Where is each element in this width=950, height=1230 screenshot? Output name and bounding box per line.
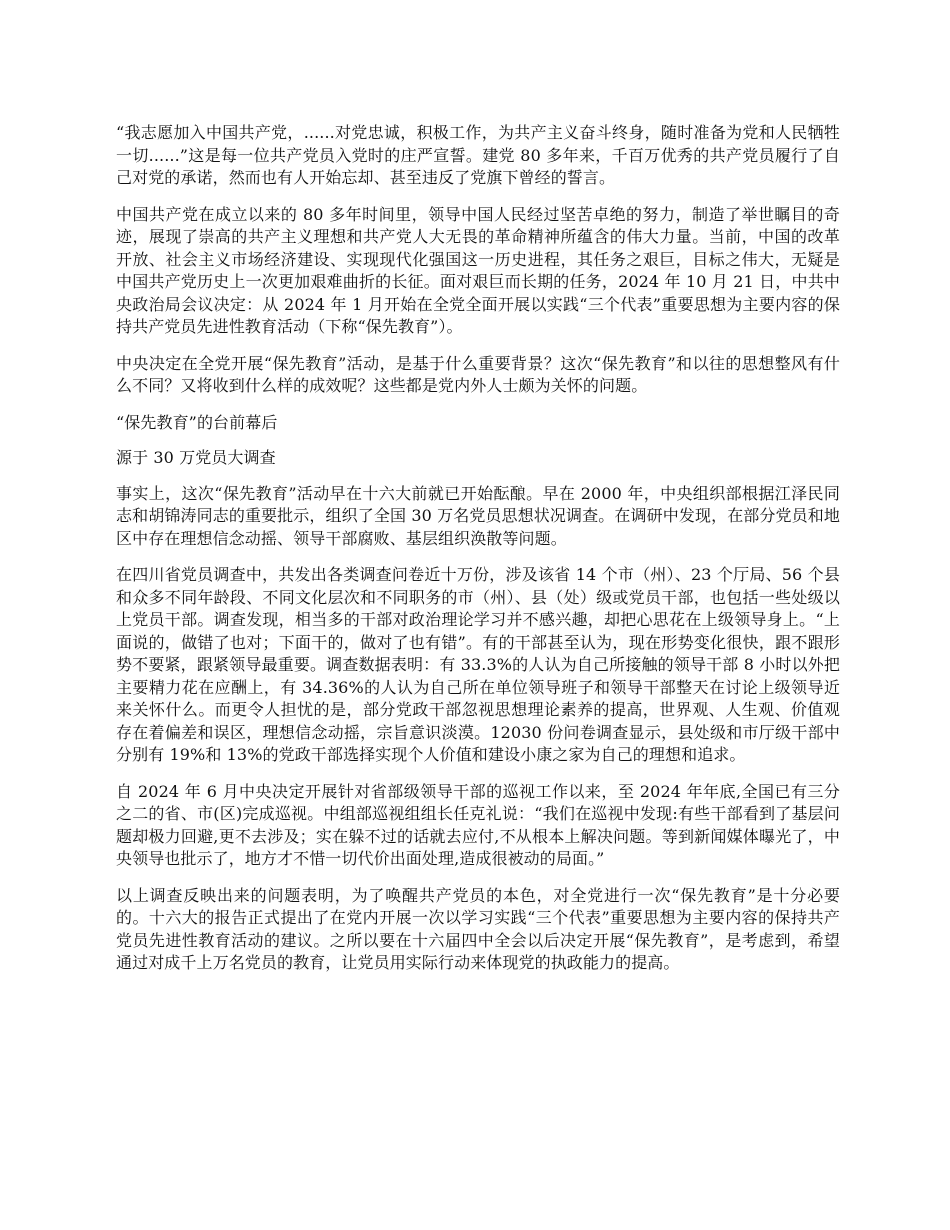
paragraph-conclusion: 以上调查反映出来的问题表明，为了唤醒共产党员的本色，对全党进行一次“保先教育”是十分必要的。十六大的报告正式提出了在党内开展一次以学习实践“三个代表”重要思想为主要内容的保持共产党员先进性教育活动的建议。之所以要在十六届四中全会以后决定开展“保先教育”，是考虑到，希望通过对成千上万名党员的教育，让党员用实际行动来体现党的执政能力的提高。 <box>116 885 840 972</box>
subsection-heading: 源于 30 万党员大调查 <box>116 448 276 467</box>
paragraph-sichuan: 在四川省党员调查中，共发出各类调查问卷近十万份，涉及该省 14 个市（州）、23 个厅局、56 个县和众多不同年龄段、不同文化层次和不同职务的市（州）、县（处）级或党员干部，也包括一些处级以上党员干部。调查发现，相当多的干部对政治理论学习并不感兴趣，却把心思花在上级领导身上。“上面说的，做错了也对；下面干的，做对了也有错”。有的干部甚至认为，现在形势变化很快，跟不跟形势不要紧，跟紧领导最重要。调查数据表明：有 33.3%的人认为自己所接触的领导干部 8 小时以外把主要精力花在应酬上，有 34.36%的人认为自己所在单位领导班子和领导干部整天在讨论上级领导近来关怀什么。而更令人担忧的是，部分党政干部忽视思想理论素养的提高，世界观、人生观、价值观存在着偏差和误区，理想信念动摇，宗旨意识淡漠。12030 份问卷调查显示，县处级和市厅级干部中分别有 19%和 13%的党政干部选择实现个人价值和建设小康之家为自己的理想和追求。 <box>116 565 840 764</box>
paragraph-history: 中国共产党在成立以来的 80 多年时间里，领导中国人民经过坚苦卓绝的努力，制造了举世瞩目的奇迹，展现了崇高的共产主义理想和共产党人大无畏的革命精神所蕴含的伟大力量。当前，中国的改革开放、社会主义市场经济建设、实现现代化强国这一历史进程，其任务之艰巨，目标之伟大，无疑是中国共产党历史上一次更加艰难曲折的长征。面对艰巨而长期的任务，2024 年 10 月 21 日，中共中央政治局会议决定：从 2024 年 1 月开始在全党全面开展以实践“三个代表”重要思想为主要内容的保持共产党员先进性教育活动（下称“保先教育”）。 <box>116 204 840 336</box>
paragraph-inspection: 自 2024 年 6 月中央决定开展针对省部级领导干部的巡视工作以来，至 2024 年年底,全国已有三分之二的省、市(区)完成巡视。中组部巡视组组长任克礼说：“我们在巡视中发现:有些干部看到了基层问题却极力回避,更不去涉及；实在躲不过的话就去应付,不从根本上解决问题。等到新闻媒体曝光了，中央领导也批示了，地方才不惜一切代价出面处理,造成很被动的局面。” <box>116 781 840 868</box>
paragraph-survey: 事实上，这次“保先教育”活动早在十六大前就已开始酝酿。早在 2000 年，中央组织部根据江泽民同志和胡锦涛同志的重要批示，组织了全国 30 万名党员思想状况调查。在调研中发现，在部分党员和地区中存在理想信念动摇、领导干部腐败、基层组织涣散等问题。 <box>116 483 840 548</box>
paragraph-oath: “我志愿加入中国共产党，......对党忠诚，积极工作，为共产主义奋斗终身，随时准备为党和人民牺牲一切......”这是每一位共产党员入党时的庄严宣誓。建党 80 多年来，千百万优秀的共产党员履行了自己对党的承诺，然而也有人开始忘却、甚至违反了党旗下曾经的誓言。 <box>116 123 840 187</box>
section-heading: “保先教育”的台前幕后 <box>116 412 278 432</box>
paragraph-questions: 中央决定在全党开展“保先教育”活动，是基于什么重要背景？这次“保先教育”和以往的思想整风有什么不同？又将收到什么样的成效呢？这些都是党内外人士颇为关怀的问题。 <box>116 353 840 395</box>
document-body <box>116 122 840 989</box>
